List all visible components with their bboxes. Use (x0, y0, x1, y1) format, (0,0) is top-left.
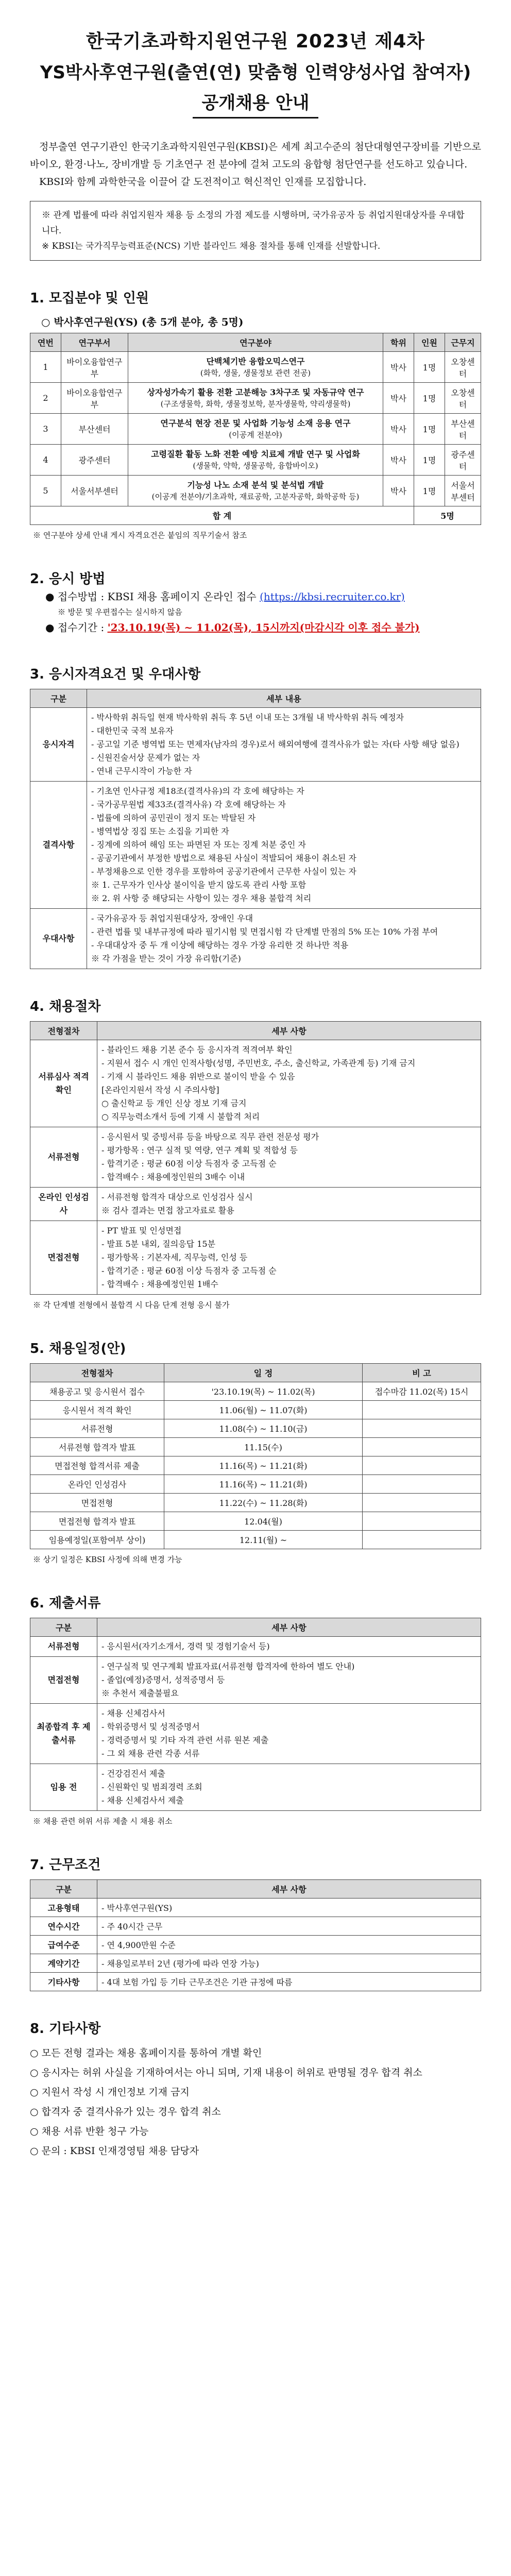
col-header: 연구부서 (61, 333, 128, 352)
table-row (30, 1127, 481, 1188)
detail-line: - 그 외 채용 관련 각종 서류 (101, 1749, 200, 1758)
apply-period-label: 접수기간 : (57, 621, 105, 634)
cell-field (128, 414, 383, 445)
table-row (30, 476, 481, 506)
schedule-step: 응시원서 적격 확인 (30, 1401, 164, 1419)
schedule-note (363, 1456, 481, 1475)
cell-degree: 박사 (383, 352, 414, 383)
recruit-site-link[interactable]: (https://kbsi.recruiter.co.kr) (260, 590, 405, 603)
detail-line: - 응시원서 및 증빙서류 등을 바탕으로 직무 관련 전문성 평가 (101, 1132, 319, 1142)
cell-no: 5 (30, 476, 61, 506)
section-7-title: 7. 근무조건 (30, 1857, 101, 1873)
section-8-title: 8. 기타사항 (30, 2021, 101, 2037)
cell-degree: 박사 (383, 476, 414, 506)
row-label: 우대사항 (30, 909, 87, 969)
detail-line: - 건강검진서 제출 (101, 1769, 165, 1778)
qualification-table (30, 689, 481, 969)
section-5-note: ※ 상기 일정은 KBSI 사정에 의해 변경 가능 (33, 1555, 182, 1564)
table-row (30, 1494, 481, 1512)
field-title: 단백체기반 융합오믹스연구 (206, 357, 305, 366)
row-label: 면접전형 (30, 1221, 97, 1295)
schedule-date: 11.16(목) ~ 11.21(화) (164, 1475, 363, 1494)
col-header: 세부 사항 (97, 1880, 481, 1899)
condition-label: 고용형태 (30, 1899, 97, 1917)
row-label: 면접전형 (30, 1657, 97, 1704)
schedule-note: 접수마감 11.02(목) 15시 (363, 1382, 481, 1401)
intro (30, 138, 481, 191)
cell-dept: 광주센터 (61, 445, 128, 476)
col-header: 일 정 (164, 1364, 363, 1382)
detail-line: - 관련 법률 및 내부규정에 따라 필기시험 및 면접시험 각 단계별 만점의 5% 또는 10% 가점 부여 (91, 927, 438, 937)
row-label: 응시자격 (30, 708, 87, 782)
apply-method-label: 접수방법 : KBSI 채용 홈페이지 온라인 접수 (57, 590, 257, 603)
detail-line: - 합격기준 : 평균 60점 이상 득점자 중 고득점 순 (101, 1159, 277, 1168)
section-6-note: ※ 채용 관련 허위 서류 제출 시 채용 취소 (33, 1817, 173, 1826)
table-row (30, 1382, 481, 1401)
table-row (30, 1475, 481, 1494)
etc-item: ○ 지원서 작성 시 개인정보 기재 금지 (30, 2087, 190, 2098)
page-title (30, 0, 481, 118)
etc-item: ○ 응시자는 허위 사실을 기재하여서는 아니 되며, 기재 내용이 허위로 판명될 경우 합격 취소 (30, 2067, 422, 2078)
section-4-title: 4. 채용절차 (30, 999, 101, 1014)
section-3-title: 3. 응시자격요건 및 우대사항 (30, 667, 201, 682)
schedule-date: 11.22(수) ~ 11.28(화) (164, 1494, 363, 1512)
schedule-note (363, 1475, 481, 1494)
detail-line: - 징계에 의하여 해임 또는 파면된 자 또는 징계 처분 중인 자 (91, 840, 306, 850)
section-1-subtitle: ○ 박사후연구원(YS) (총 5개 분야, 총 5명) (41, 316, 244, 328)
row-detail (97, 1764, 481, 1811)
section-4-note: ※ 각 단계별 전형에서 불합격 시 다음 단계 전형 응시 불가 (33, 1300, 230, 1310)
table-row (30, 1637, 481, 1657)
row-detail (97, 1704, 481, 1764)
condition-label: 계약기간 (30, 1954, 97, 1973)
schedule-date: '23.10.19(목) ~ 11.02(목) (164, 1382, 363, 1401)
schedule-date: 11.16(목) ~ 11.21(화) (164, 1456, 363, 1475)
detail-line: - 채용 신체검사서 제출 (101, 1795, 184, 1805)
detail-line: ※ 추천서 제출불필요 (101, 1688, 179, 1698)
row-label: 임용 전 (30, 1764, 97, 1811)
field-detail: (이공계 전분야) (229, 430, 282, 439)
cell-field (128, 476, 383, 506)
table-row (30, 1531, 481, 1549)
schedule-date: 12.11(월) ~ (164, 1531, 363, 1549)
field-detail: (이공계 전분야/기초과학, 재료공학, 고분자공학, 화학공학 등) (151, 492, 360, 501)
cell-degree: 박사 (383, 445, 414, 476)
schedule-step: 온라인 인성검사 (30, 1475, 164, 1494)
detail-line: - 연내 근무시작이 가능한 자 (91, 766, 192, 776)
total-value: 5명 (414, 506, 481, 525)
detail-line: - 대한민국 국적 보유자 (91, 726, 174, 736)
schedule-table (30, 1363, 481, 1549)
table-row (30, 1917, 481, 1936)
cell-count: 1명 (414, 352, 445, 383)
col-header: 비 고 (363, 1364, 481, 1382)
row-label: 서류전형 (30, 1637, 97, 1657)
detail-line: - 지원서 접수 시 개인 인적사항(성명, 주민번호, 주소, 출신학교, 가족관계 등) 기재 금지 (101, 1058, 416, 1068)
detail-line: - 평가항목 : 연구 실적 및 역량, 연구 계획 및 적합성 등 (101, 1145, 298, 1155)
col-header: 세부 사항 (97, 1618, 481, 1637)
col-header: 연번 (30, 333, 61, 352)
table-row (30, 1438, 481, 1456)
apply-method-note: ※ 방문 및 우편접수는 실시하지 않음 (58, 607, 182, 617)
etc-item: ○ 채용 서류 반환 청구 가능 (30, 2126, 149, 2137)
condition-label: 연수시간 (30, 1917, 97, 1936)
cell-field (128, 383, 383, 414)
schedule-date: 11.08(수) ~ 11.10(금) (164, 1419, 363, 1438)
cell-location: 부산센터 (445, 414, 481, 445)
etc-list (30, 2044, 481, 2160)
detail-line: ○ 출신학교 등 개인 신상 정보 기재 금지 (101, 1098, 247, 1108)
table-row (30, 1764, 481, 1811)
table-row (30, 1899, 481, 1917)
col-header: 연구분야 (128, 333, 383, 352)
row-detail (97, 1188, 481, 1221)
detail-line: - 법률에 의하여 공민권이 정지 또는 박탈된 자 (91, 813, 256, 823)
schedule-step: 채용공고 및 응시원서 접수 (30, 1382, 164, 1401)
section-6-title: 6. 제출서류 (30, 1596, 101, 1611)
table-row (30, 1512, 481, 1531)
section-5-title: 5. 채용일정(안) (30, 1341, 126, 1357)
cell-field (128, 445, 383, 476)
detail-line: - 기초연 인사규정 제18조(결격사유)의 각 호에 해당하는 자 (91, 786, 304, 796)
schedule-note (363, 1401, 481, 1419)
row-detail (87, 782, 481, 909)
cell-dept: 바이오융합연구부 (61, 383, 128, 414)
detail-line: - 블라인드 채용 기본 준수 등 응시자격 적격여부 확인 (101, 1045, 293, 1055)
row-detail (97, 1657, 481, 1704)
table-row (30, 383, 481, 414)
schedule-date: 11.06(월) ~ 11.07(화) (164, 1401, 363, 1419)
col-header: 전형절차 (30, 1022, 97, 1040)
field-detail: (화학, 생물, 생물정보 관련 전공) (200, 368, 311, 378)
detail-line: - 합격배수 : 채용예정인원의 3배수 이내 (101, 1172, 245, 1182)
detail-line: - 응시원서(자기소개서, 경력 및 경험기술서 등) (101, 1641, 270, 1651)
field-title: 기능성 나노 소재 분석 및 분석법 개발 (187, 480, 324, 490)
detail-line: ※ 1. 근무자가 인사상 불이익을 받지 않도록 관리 사항 포함 (91, 880, 306, 890)
row-detail (87, 909, 481, 969)
apply-method: ● 접수방법 : KBSI 채용 홈페이지 온라인 접수 (https://kbsi.recruiter.co.kr) ※ 방문 및 우편접수는 실시하지 않음 ● 접수기간 : '23.10.19(목) ~ 11.02(목), 15시까지(마감시각 이후 접수 불가) (45, 587, 481, 637)
schedule-date: 12.04(월) (164, 1512, 363, 1531)
cell-count: 1명 (414, 476, 445, 506)
condition-value: - 연 4,900만원 수준 (97, 1936, 481, 1954)
col-header: 세부 사항 (97, 1022, 481, 1040)
title-line1: 한국기초과학지원연구원 2023년 제4차 (86, 31, 425, 52)
detail-line: - 공고일 기준 병역법 또는 면제자(남자의 경우)로서 해외여행에 결격사유가 없는 자(타 사항 해당 없음) (91, 739, 459, 749)
schedule-step: 면접전형 합격자 발표 (30, 1512, 164, 1531)
schedule-note (363, 1531, 481, 1549)
detail-line: - 졸업(예정)증명서, 성적증명서 등 (101, 1675, 225, 1685)
detail-line: - 신원확인 및 범죄경력 조회 (101, 1782, 202, 1792)
row-detail (97, 1040, 481, 1127)
cell-dept: 서울서부센터 (61, 476, 128, 506)
cell-dept: 부산센터 (61, 414, 128, 445)
col-header: 구분 (30, 1618, 97, 1637)
total-label: 합 계 (30, 506, 414, 525)
recruit-table (30, 333, 481, 525)
schedule-step: 면접전형 (30, 1494, 164, 1512)
table-row (30, 1188, 481, 1221)
row-detail (97, 1637, 481, 1657)
apply-period: '23.10.19(목) ~ 11.02(목), 15시까지(마감시각 이후 접수 불가) (107, 621, 420, 634)
table-row (30, 1419, 481, 1438)
detail-line: ※ 각 가점을 받는 것이 가장 유리함(기준) (91, 954, 241, 963)
notice-box (30, 201, 481, 261)
etc-item: ○ 문의 : KBSI 인재경영팀 채용 담당자 (30, 2145, 199, 2157)
col-header: 구분 (30, 1880, 97, 1899)
cell-location: 광주센터 (445, 445, 481, 476)
schedule-note (363, 1494, 481, 1512)
detail-line: - 박사학위 취득일 현재 박사학위 취득 후 5년 이내 또는 3개월 내 박사학위 취득 예정자 (91, 713, 404, 722)
table-row (30, 1040, 481, 1127)
detail-line: - 공공기관에서 부정한 방법으로 채용된 사실이 적발되어 채용이 취소된 자 (91, 853, 356, 863)
detail-line: ※ 검사 결과는 면접 참고자료로 활용 (101, 1206, 234, 1215)
table-row (30, 708, 481, 782)
detail-line: - 부정채용으로 인한 경우를 포함하여 공공기관에서 근무한 사실이 있는 자 (91, 867, 356, 876)
schedule-note (363, 1512, 481, 1531)
row-detail (87, 708, 481, 782)
cell-location: 오창센터 (445, 383, 481, 414)
table-row (30, 414, 481, 445)
cell-degree: 박사 (383, 414, 414, 445)
cell-location: 서울서부센터 (445, 476, 481, 506)
condition-value: - 4대 보험 가입 등 기타 근무조건은 기관 규정에 따름 (97, 1973, 481, 1991)
cell-count: 1명 (414, 445, 445, 476)
procedure-table (30, 1021, 481, 1295)
documents-table (30, 1618, 481, 1811)
table-row (30, 1401, 481, 1419)
etc-item: ○ 합격자 중 결격사유가 있는 경우 합격 취소 (30, 2106, 221, 2117)
condition-label: 기타사항 (30, 1973, 97, 1991)
cell-degree: 박사 (383, 383, 414, 414)
cell-no: 4 (30, 445, 61, 476)
detail-line: - 서류전형 합격자 대상으로 인성검사 실시 (101, 1192, 253, 1202)
table-row (30, 909, 481, 969)
cell-count: 1명 (414, 414, 445, 445)
schedule-date: 11.15(수) (164, 1438, 363, 1456)
detail-line: [온라인지원서 작성 시 주의사항] (101, 1085, 219, 1095)
cell-count: 1명 (414, 383, 445, 414)
table-row (30, 1973, 481, 1991)
table-row (30, 1657, 481, 1704)
schedule-step: 임용예정일(포함여부 상이) (30, 1531, 164, 1549)
table-row (30, 352, 481, 383)
table-row (30, 1704, 481, 1764)
cell-location: 오창센터 (445, 352, 481, 383)
field-title: 고령질환 활동 노화 전환 예방 치료제 개발 연구 및 사업화 (151, 449, 360, 459)
table-row (30, 1936, 481, 1954)
schedule-note (363, 1419, 481, 1438)
row-label: 온라인 인성검사 (30, 1188, 97, 1221)
schedule-note (363, 1438, 481, 1456)
detail-line: - 경력증명서 및 기타 자격 관련 서류 원본 제출 (101, 1735, 269, 1745)
etc-item: ○ 모든 전형 결과는 채용 홈페이지를 통하여 개별 확인 (30, 2047, 262, 2059)
col-header: 근무지 (445, 333, 481, 352)
col-header: 구분 (30, 689, 87, 708)
field-detail: (구조생물학, 화학, 생물정보학, 분자생물학, 약리생물학) (160, 399, 351, 409)
detail-line: - 신원진술서상 문제가 없는 자 (91, 753, 200, 762)
table-row (30, 1954, 481, 1973)
intro-paragraph-1: 정부출연 연구기관인 한국기초과학지원연구원(KBSI)은 세계 최고수준의 첨단대형연구장비를 기반으로 바이오, 환경·나노, 장비개발 등 기초연구 전 분야에 걸쳐 고도의 융합형 첨단연구를 선도하고 있습니다. (30, 141, 481, 170)
table-row (30, 1221, 481, 1295)
detail-line: ○ 직무능력소개서 등에 기재 시 불합격 처리 (101, 1112, 260, 1122)
notice-line: ※ KBSI는 국가직무능력표준(NCS) 기반 블라인드 채용 절차를 통해 인재를 선발합니다. (42, 241, 381, 251)
detail-line: - 국가유공자 등 취업지원대상자, 장애인 우대 (91, 913, 253, 923)
detail-line: - 합격기준 : 평균 60점 이상 득점자 중 고득점 순 (101, 1266, 277, 1276)
section-1-title: 1. 모집분야 및 인원 (30, 291, 149, 306)
detail-line: - 연구실적 및 연구계획 발표자료(서류전형 합격자에 한하여 별도 안내) (101, 1662, 355, 1671)
cell-no: 3 (30, 414, 61, 445)
schedule-step: 면접전형 합격서류 제출 (30, 1456, 164, 1475)
detail-line: - 우대대상자 중 두 개 이상에 해당하는 경우 가장 유리한 것 하나만 적용 (91, 940, 349, 950)
field-title: 연구분석 현장 전문 및 사업화 기능성 소재 응용 연구 (160, 418, 351, 428)
detail-line: - 합격배수 : 채용예정인원 1배수 (101, 1279, 218, 1289)
col-header: 학위 (383, 333, 414, 352)
row-detail (97, 1221, 481, 1295)
schedule-step: 서류전형 (30, 1419, 164, 1438)
condition-value: - 채용일로부터 2년 (평가에 따라 연장 가능) (97, 1954, 481, 1973)
table-total-row (30, 506, 481, 525)
detail-line: - 채용 신체검사서 (101, 1708, 165, 1718)
field-title: 상자성가속기 활용 전환 고분해능 3차구조 및 자동규약 연구 (147, 387, 364, 397)
section-2-title: 2. 응시 방법 (30, 571, 106, 587)
row-label: 결격사항 (30, 782, 87, 909)
notice-line: ※ 관계 법률에 따라 취업지원자 채용 등 소정의 가점 제도를 시행하며, 국가유공자 등 취업지원대상자를 우대합니다. (42, 210, 465, 236)
table-row (30, 445, 481, 476)
cell-dept: 바이오융합연구부 (61, 352, 128, 383)
schedule-step: 서류전형 합격자 발표 (30, 1438, 164, 1456)
condition-label: 급여수준 (30, 1936, 97, 1954)
detail-line: - 국가공무원법 제33조(결격사유) 각 호에 해당하는 자 (91, 800, 286, 809)
conditions-table (30, 1879, 481, 1991)
condition-value: - 박사후연구원(YS) (97, 1899, 481, 1917)
detail-line: ※ 2. 위 사항 중 해당되는 사항이 있는 경우 채용 불합격 처리 (91, 893, 312, 903)
field-detail: (생물학, 약학, 생물공학, 융합바이오) (193, 461, 318, 470)
row-detail (97, 1127, 481, 1188)
detail-line: - 기재 시 블라인드 채용 위반으로 불이익 받을 수 있음 (101, 1072, 295, 1081)
title-line2: YS박사후연구원(출연(연) 맞춤형 인력양성사업 참여자) (40, 62, 471, 83)
detail-line: - 병역법상 징집 또는 소집을 기피한 자 (91, 826, 229, 836)
intro-paragraph-2: KBSI와 함께 과학한국을 이끌어 갈 도전적이고 혁신적인 인재를 모집합니다. (39, 176, 367, 188)
detail-line: - 학위증명서 및 성적증명서 (101, 1722, 200, 1732)
table-row (30, 1456, 481, 1475)
col-header: 인원 (414, 333, 445, 352)
col-header: 세부 내용 (87, 689, 481, 708)
table-row (30, 782, 481, 909)
cell-field (128, 352, 383, 383)
cell-no: 1 (30, 352, 61, 383)
condition-value: - 주 40시간 근무 (97, 1917, 481, 1936)
cell-no: 2 (30, 383, 61, 414)
row-label: 서류심사 적격 확인 (30, 1040, 97, 1127)
section-1-footnote: ※ 연구분야 상세 안내 게시 자격요건은 붙임의 직무기술서 참조 (33, 531, 247, 540)
detail-line: - 발표 5분 내외, 질의응답 15분 (101, 1239, 216, 1249)
col-header: 전형절차 (30, 1364, 164, 1382)
title-line3: 공개채용 안내 (193, 89, 319, 118)
detail-line: - PT 발표 및 인성면접 (101, 1226, 182, 1235)
row-label: 최종합격 후 제출서류 (30, 1704, 97, 1764)
row-label: 서류전형 (30, 1127, 97, 1188)
detail-line: - 평가항목 : 기본자세, 직무능력, 인성 등 (101, 1252, 248, 1262)
